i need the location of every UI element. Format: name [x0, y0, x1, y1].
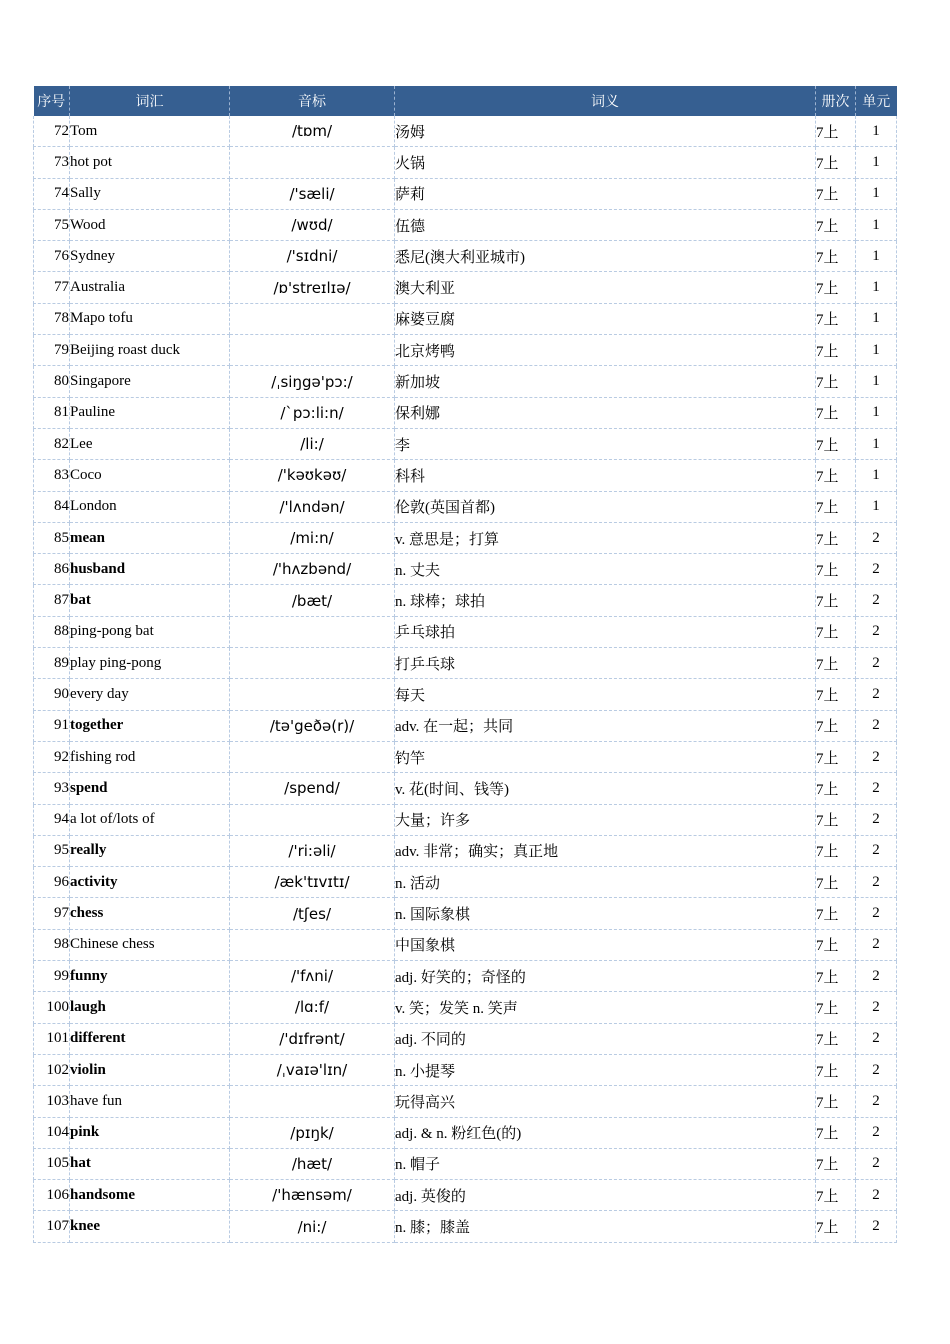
table-row: [34, 1117, 897, 1148]
cell-phonetic: [230, 648, 395, 679]
cell-number: 72: [34, 116, 70, 147]
cell-number: 79: [34, 335, 70, 366]
cell-meaning: n. 小提琴: [395, 1054, 816, 1085]
cell-phonetic: /ni:/: [230, 1211, 395, 1242]
cell-number: 88: [34, 616, 70, 647]
cell-book: 7上: [816, 1117, 856, 1148]
cell-meaning: 萨莉: [395, 178, 816, 209]
cell-word: chess: [70, 898, 230, 929]
table-row: [34, 303, 897, 334]
cell-number: 86: [34, 554, 70, 585]
table-body: [34, 116, 897, 1242]
cell-phonetic: [230, 804, 395, 835]
cell-number: 100: [34, 992, 70, 1023]
cell-word: hat: [70, 1148, 230, 1179]
cell-unit: 2: [856, 898, 897, 929]
cell-number: 90: [34, 679, 70, 710]
cell-unit: 2: [856, 1117, 897, 1148]
cell-unit: 2: [856, 585, 897, 616]
cell-unit: 2: [856, 867, 897, 898]
cell-unit: 2: [856, 710, 897, 741]
header-row: [34, 86, 897, 116]
cell-meaning: 保利娜: [395, 397, 816, 428]
cell-word: violin: [70, 1054, 230, 1085]
table-row: [34, 397, 897, 428]
cell-meaning: adj. 英俊的: [395, 1180, 816, 1211]
cell-book: 7上: [816, 1054, 856, 1085]
table-row: [34, 554, 897, 585]
table-row: [34, 1023, 897, 1054]
cell-unit: 1: [856, 178, 897, 209]
table-row: [34, 522, 897, 553]
cell-phonetic: /tə'geðə(r)/: [230, 710, 395, 741]
header-phonetic: 音标: [230, 86, 395, 116]
cell-book: 7上: [816, 1211, 856, 1242]
cell-word: mean: [70, 522, 230, 553]
cell-word: Sally: [70, 178, 230, 209]
cell-word: funny: [70, 961, 230, 992]
header-unit: 单元: [856, 86, 897, 116]
cell-phonetic: /ˌvaɪə'lɪn/: [230, 1054, 395, 1085]
table-row: [34, 929, 897, 960]
cell-word: bat: [70, 585, 230, 616]
cell-phonetic: /ˌsiŋgə'pɔ:/: [230, 366, 395, 397]
cell-number: 103: [34, 1086, 70, 1117]
cell-word: fishing rod: [70, 741, 230, 772]
cell-word: Lee: [70, 428, 230, 459]
cell-phonetic: /'dɪfrənt/: [230, 1023, 395, 1054]
cell-meaning: 科科: [395, 460, 816, 491]
cell-number: 78: [34, 303, 70, 334]
cell-book: 7上: [816, 867, 856, 898]
table-row: [34, 1054, 897, 1085]
cell-book: 7上: [816, 929, 856, 960]
cell-book: 7上: [816, 522, 856, 553]
cell-word: Australia: [70, 272, 230, 303]
cell-number: 87: [34, 585, 70, 616]
header-book: 册次: [816, 86, 856, 116]
vocabulary-table: [33, 86, 897, 1243]
cell-unit: 2: [856, 1211, 897, 1242]
cell-meaning: n. 丈夫: [395, 554, 816, 585]
cell-word: knee: [70, 1211, 230, 1242]
cell-unit: 2: [856, 773, 897, 804]
cell-phonetic: /'hænsəm/: [230, 1180, 395, 1211]
cell-phonetic: /bæt/: [230, 585, 395, 616]
cell-unit: 2: [856, 1148, 897, 1179]
cell-number: 84: [34, 491, 70, 522]
cell-phonetic: /pɪŋk/: [230, 1117, 395, 1148]
cell-number: 81: [34, 397, 70, 428]
table-row: [34, 1180, 897, 1211]
cell-meaning: adv. 在一起；共同: [395, 710, 816, 741]
cell-phonetic: [230, 147, 395, 178]
cell-phonetic: /mi:n/: [230, 522, 395, 553]
cell-phonetic: /spend/: [230, 773, 395, 804]
cell-book: 7上: [816, 898, 856, 929]
cell-number: 102: [34, 1054, 70, 1085]
cell-phonetic: /ˋpɔ:li:n/: [230, 397, 395, 428]
cell-phonetic: [230, 929, 395, 960]
table-row: [34, 1211, 897, 1242]
cell-meaning: 悉尼(澳大利亚城市): [395, 241, 816, 272]
cell-book: 7上: [816, 366, 856, 397]
cell-unit: 2: [856, 1180, 897, 1211]
cell-unit: 2: [856, 1023, 897, 1054]
header-word: 词汇: [70, 86, 230, 116]
cell-number: 80: [34, 366, 70, 397]
cell-number: 92: [34, 741, 70, 772]
cell-unit: 1: [856, 366, 897, 397]
cell-book: 7上: [816, 178, 856, 209]
cell-word: Beijing roast duck: [70, 335, 230, 366]
cell-unit: 1: [856, 209, 897, 240]
table-row: [34, 1086, 897, 1117]
cell-phonetic: /hæt/: [230, 1148, 395, 1179]
table-row: [34, 241, 897, 272]
cell-number: 85: [34, 522, 70, 553]
cell-book: 7上: [816, 491, 856, 522]
cell-word: handsome: [70, 1180, 230, 1211]
cell-meaning: 火锅: [395, 147, 816, 178]
cell-book: 7上: [816, 241, 856, 272]
cell-book: 7上: [816, 804, 856, 835]
table-row: [34, 335, 897, 366]
cell-word: activity: [70, 867, 230, 898]
cell-phonetic: /'hʌzbənd/: [230, 554, 395, 585]
cell-phonetic: /'sɪdni/: [230, 241, 395, 272]
cell-number: 95: [34, 835, 70, 866]
cell-word: Tom: [70, 116, 230, 147]
cell-meaning: 玩得高兴: [395, 1086, 816, 1117]
cell-number: 99: [34, 961, 70, 992]
cell-meaning: n. 国际象棋: [395, 898, 816, 929]
table-row: [34, 804, 897, 835]
cell-number: 96: [34, 867, 70, 898]
cell-book: 7上: [816, 648, 856, 679]
cell-unit: 2: [856, 554, 897, 585]
cell-book: 7上: [816, 397, 856, 428]
cell-meaning: 伦敦(英国首都): [395, 491, 816, 522]
cell-phonetic: /tɒm/: [230, 116, 395, 147]
cell-book: 7上: [816, 992, 856, 1023]
cell-word: Coco: [70, 460, 230, 491]
cell-phonetic: [230, 616, 395, 647]
cell-meaning: 打乒乓球: [395, 648, 816, 679]
cell-book: 7上: [816, 1148, 856, 1179]
cell-meaning: adj. 不同的: [395, 1023, 816, 1054]
cell-word: Singapore: [70, 366, 230, 397]
cell-unit: 1: [856, 428, 897, 459]
cell-phonetic: /tʃes/: [230, 898, 395, 929]
cell-word: ping-pong bat: [70, 616, 230, 647]
cell-phonetic: [230, 335, 395, 366]
cell-meaning: n. 膝；膝盖: [395, 1211, 816, 1242]
cell-meaning: 每天: [395, 679, 816, 710]
cell-book: 7上: [816, 679, 856, 710]
cell-word: have fun: [70, 1086, 230, 1117]
cell-word: together: [70, 710, 230, 741]
cell-unit: 2: [856, 522, 897, 553]
cell-unit: 1: [856, 116, 897, 147]
cell-word: play ping-pong: [70, 648, 230, 679]
cell-unit: 2: [856, 616, 897, 647]
table-row: [34, 585, 897, 616]
cell-meaning: adj. 好笑的；奇怪的: [395, 961, 816, 992]
table-row: [34, 272, 897, 303]
cell-number: 98: [34, 929, 70, 960]
table-row: [34, 178, 897, 209]
cell-word: pink: [70, 1117, 230, 1148]
cell-word: every day: [70, 679, 230, 710]
cell-unit: 1: [856, 491, 897, 522]
cell-meaning: 汤姆: [395, 116, 816, 147]
cell-phonetic: /lɑ:f/: [230, 992, 395, 1023]
cell-unit: 2: [856, 961, 897, 992]
table-row: [34, 710, 897, 741]
cell-number: 77: [34, 272, 70, 303]
cell-unit: 1: [856, 241, 897, 272]
cell-word: a lot of/lots of: [70, 804, 230, 835]
table-row: [34, 366, 897, 397]
cell-phonetic: /'lʌndən/: [230, 491, 395, 522]
cell-word: laugh: [70, 992, 230, 1023]
cell-phonetic: [230, 303, 395, 334]
cell-word: spend: [70, 773, 230, 804]
cell-meaning: n. 球棒；球拍: [395, 585, 816, 616]
cell-word: Chinese chess: [70, 929, 230, 960]
cell-number: 105: [34, 1148, 70, 1179]
cell-book: 7上: [816, 585, 856, 616]
cell-phonetic: /æk'tɪvɪtɪ/: [230, 867, 395, 898]
cell-meaning: 大量；许多: [395, 804, 816, 835]
cell-book: 7上: [816, 616, 856, 647]
cell-book: 7上: [816, 147, 856, 178]
table-row: [34, 460, 897, 491]
cell-meaning: 新加坡: [395, 366, 816, 397]
cell-number: 93: [34, 773, 70, 804]
cell-book: 7上: [816, 710, 856, 741]
cell-book: 7上: [816, 835, 856, 866]
cell-meaning: 北京烤鸭: [395, 335, 816, 366]
cell-book: 7上: [816, 428, 856, 459]
cell-book: 7上: [816, 272, 856, 303]
cell-book: 7上: [816, 116, 856, 147]
table-row: [34, 147, 897, 178]
cell-meaning: v. 笑；发笑 n. 笑声: [395, 992, 816, 1023]
cell-word: Mapo tofu: [70, 303, 230, 334]
cell-phonetic: [230, 741, 395, 772]
cell-number: 104: [34, 1117, 70, 1148]
table-row: [34, 679, 897, 710]
cell-word: different: [70, 1023, 230, 1054]
cell-number: 94: [34, 804, 70, 835]
cell-word: really: [70, 835, 230, 866]
table-row: [34, 898, 897, 929]
cell-phonetic: /wʊd/: [230, 209, 395, 240]
cell-meaning: adj. & n. 粉红色(的): [395, 1117, 816, 1148]
cell-word: Sydney: [70, 241, 230, 272]
table-row: [34, 961, 897, 992]
cell-number: 82: [34, 428, 70, 459]
cell-book: 7上: [816, 961, 856, 992]
cell-phonetic: [230, 679, 395, 710]
cell-book: 7上: [816, 741, 856, 772]
cell-word: hot pot: [70, 147, 230, 178]
cell-book: 7上: [816, 460, 856, 491]
header-number: 序号: [34, 86, 70, 116]
cell-number: 76: [34, 241, 70, 272]
cell-meaning: 李: [395, 428, 816, 459]
cell-unit: 2: [856, 648, 897, 679]
cell-book: 7上: [816, 209, 856, 240]
cell-unit: 2: [856, 992, 897, 1023]
cell-number: 106: [34, 1180, 70, 1211]
cell-meaning: adv. 非常；确实；真正地: [395, 835, 816, 866]
header-meaning: 词义: [395, 86, 816, 116]
table-row: [34, 428, 897, 459]
cell-phonetic: /'ri:əli/: [230, 835, 395, 866]
cell-book: 7上: [816, 773, 856, 804]
cell-number: 74: [34, 178, 70, 209]
cell-meaning: 中国象棋: [395, 929, 816, 960]
cell-meaning: v. 意思是；打算: [395, 522, 816, 553]
cell-meaning: 钓竿: [395, 741, 816, 772]
cell-word: Pauline: [70, 397, 230, 428]
table-header: [34, 86, 897, 116]
cell-book: 7上: [816, 335, 856, 366]
cell-unit: 1: [856, 303, 897, 334]
cell-unit: 2: [856, 835, 897, 866]
cell-book: 7上: [816, 303, 856, 334]
cell-number: 101: [34, 1023, 70, 1054]
cell-number: 97: [34, 898, 70, 929]
cell-meaning: n. 帽子: [395, 1148, 816, 1179]
cell-phonetic: /li:/: [230, 428, 395, 459]
table-row: [34, 835, 897, 866]
table-row: [34, 992, 897, 1023]
cell-unit: 2: [856, 804, 897, 835]
cell-phonetic: /ɒ'streɪlɪə/: [230, 272, 395, 303]
cell-book: 7上: [816, 1180, 856, 1211]
table-row: [34, 1148, 897, 1179]
cell-meaning: 伍德: [395, 209, 816, 240]
cell-book: 7上: [816, 1086, 856, 1117]
cell-unit: 1: [856, 147, 897, 178]
cell-number: 75: [34, 209, 70, 240]
table-row: [34, 209, 897, 240]
cell-unit: 2: [856, 929, 897, 960]
table-row: [34, 773, 897, 804]
cell-meaning: 麻婆豆腐: [395, 303, 816, 334]
cell-unit: 2: [856, 1054, 897, 1085]
cell-word: husband: [70, 554, 230, 585]
cell-unit: 1: [856, 272, 897, 303]
table-row: [34, 616, 897, 647]
cell-phonetic: /'sæli/: [230, 178, 395, 209]
cell-meaning: v. 花(时间、钱等): [395, 773, 816, 804]
cell-meaning: 乒乓球拍: [395, 616, 816, 647]
cell-unit: 2: [856, 679, 897, 710]
cell-number: 89: [34, 648, 70, 679]
cell-unit: 2: [856, 741, 897, 772]
cell-word: Wood: [70, 209, 230, 240]
cell-number: 91: [34, 710, 70, 741]
cell-word: London: [70, 491, 230, 522]
cell-number: 83: [34, 460, 70, 491]
cell-phonetic: /'fʌni/: [230, 961, 395, 992]
cell-unit: 1: [856, 335, 897, 366]
cell-number: 73: [34, 147, 70, 178]
cell-unit: 2: [856, 1086, 897, 1117]
cell-unit: 1: [856, 460, 897, 491]
cell-number: 107: [34, 1211, 70, 1242]
table-row: [34, 648, 897, 679]
cell-phonetic: /'kəʊkəʊ/: [230, 460, 395, 491]
table-row: [34, 867, 897, 898]
cell-meaning: 澳大利亚: [395, 272, 816, 303]
cell-book: 7上: [816, 1023, 856, 1054]
table-row: [34, 116, 897, 147]
cell-book: 7上: [816, 554, 856, 585]
cell-meaning: n. 活动: [395, 867, 816, 898]
cell-phonetic: [230, 1086, 395, 1117]
table-row: [34, 491, 897, 522]
table-row: [34, 741, 897, 772]
cell-unit: 1: [856, 397, 897, 428]
